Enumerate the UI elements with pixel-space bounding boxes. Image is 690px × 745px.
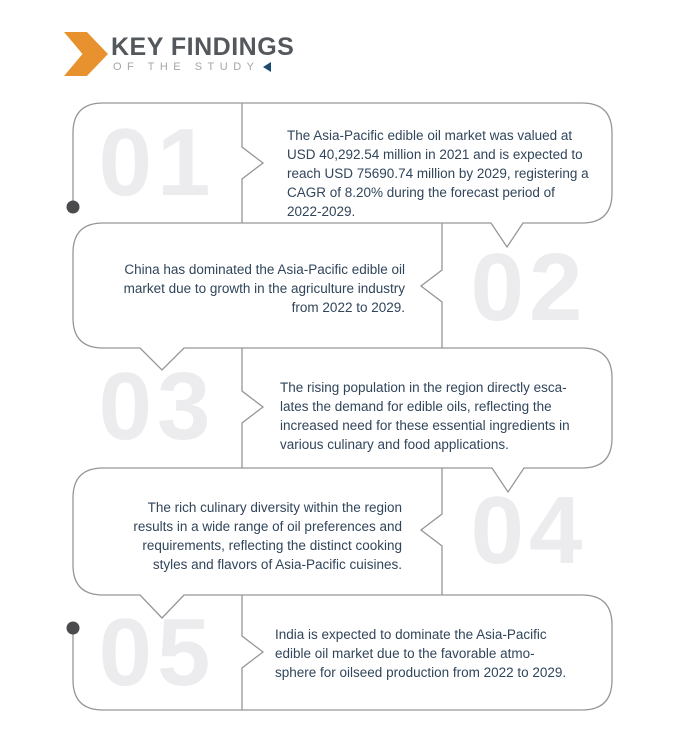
- finding-1-line: The Asia-Pacific edible oil market was valued at: [287, 128, 573, 143]
- finding-3-line: increased need for these essential ingredients in: [280, 418, 570, 433]
- finding-1-line: USD 40,292.54 million in 2021 and is expected to: [287, 147, 583, 162]
- finding-5-number: 05: [98, 599, 216, 706]
- finding-4-line: The rich culinary diversity within the region: [147, 500, 402, 515]
- finding-3-line: various culinary and food applications.: [280, 437, 509, 452]
- bubble3-divider: [242, 348, 263, 468]
- finding-4-line: styles and flavors of Asia-Pacific cuisines.: [152, 557, 402, 572]
- bubble5-divider: [242, 595, 263, 710]
- finding-5-text: [275, 625, 610, 682]
- finding-1-number: 01: [98, 109, 216, 216]
- finding-5-line: edible oil market due to the favorable atmo-: [275, 646, 535, 661]
- bubble1-divider: [242, 103, 263, 223]
- page-title: KEY FINDINGS: [111, 33, 295, 61]
- finding-4-line: requirements, reflecting the distinct cooking: [142, 538, 402, 553]
- finding-3-line: The rising population in the region directly esca-: [280, 380, 567, 395]
- finding-5-line: India is expected to dominate the Asia-Pacific: [275, 627, 547, 642]
- finding-5-line: sphere for oilseed production from 2022 to 2029.: [275, 665, 567, 680]
- finding-1-line: CAGR of 8.20% during the forecast period of: [287, 185, 555, 200]
- finding-1-line: reach USD 75690.74 million by 2029, registering a: [287, 166, 589, 181]
- finding-2-line: China has dominated the Asia-Pacific edible oil: [124, 262, 405, 277]
- finding-1-text: [287, 126, 612, 221]
- finding-3-number: 03: [98, 353, 216, 460]
- bubble2-divider: [421, 223, 442, 348]
- finding-4-number: 04: [470, 477, 588, 584]
- finding-2-line: market due to growth in the agriculture industry: [123, 281, 405, 296]
- page-subtitle: OF THE STUDY: [113, 61, 260, 73]
- finding-4-text: [90, 498, 402, 574]
- finding-3-line: lates the demand for edible oils, reflecting the: [280, 399, 552, 414]
- finding-2-number: 02: [470, 234, 588, 341]
- finding-2-text: [90, 260, 405, 317]
- finding-2-line: from 2022 to 2029.: [291, 300, 405, 315]
- bubble4-divider: [421, 468, 442, 595]
- finding-1-line: 2022-2029.: [287, 204, 356, 219]
- finding-3-text: [280, 378, 612, 454]
- finding-4-line: results in a wide range of oil preferences and: [133, 519, 402, 534]
